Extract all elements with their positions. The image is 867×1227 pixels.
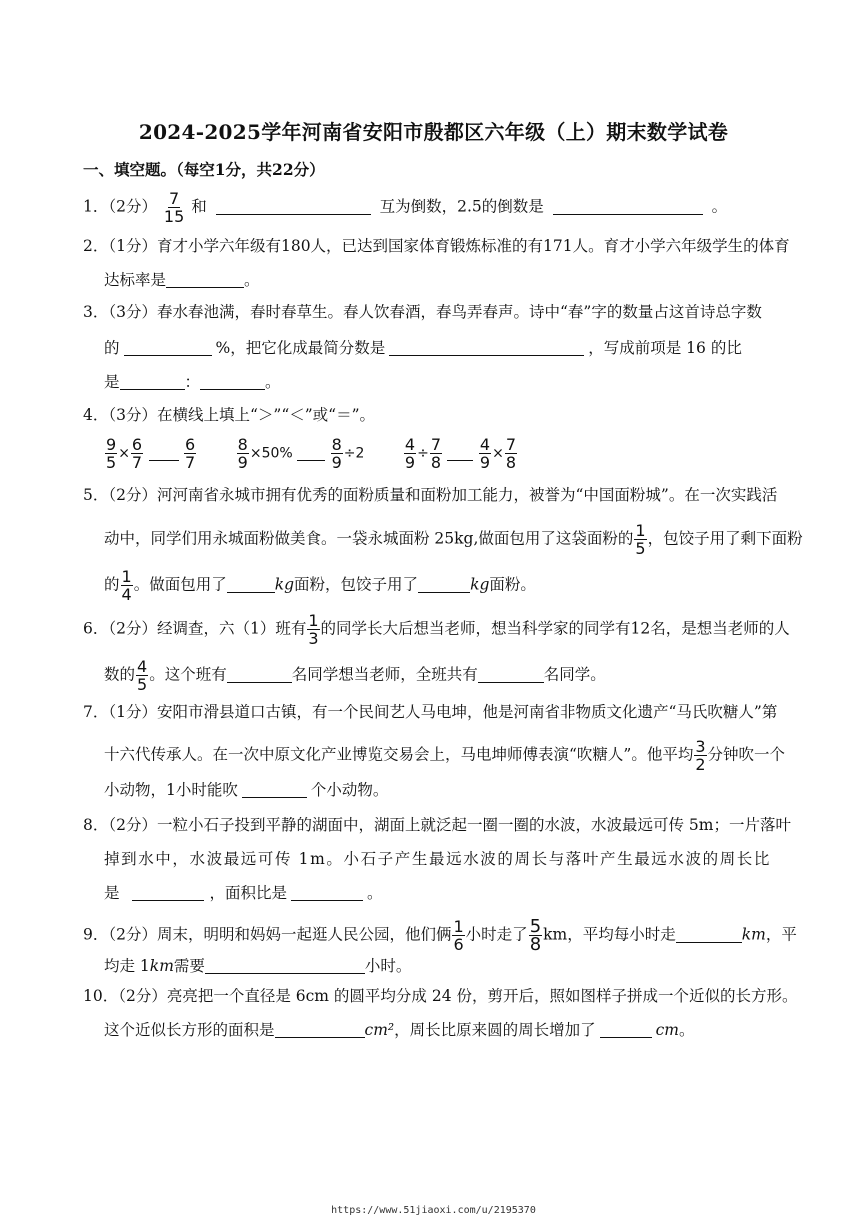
question-4-expressions xyxy=(104,436,552,471)
compare-blank[interactable] xyxy=(297,444,325,461)
question-7: 7．（1分）安阳市滑县道口古镇，有一个民间艺人马电坤，他是河南省非物质文化遗产“马氏吹糖人”第 xyxy=(83,703,778,721)
question-8-line2: 掉到水中，水波最远可传 1m。小石子产生最远水波的周长与落叶产生最远水波的周长比 xyxy=(104,850,771,868)
compare-blank[interactable] xyxy=(149,444,179,461)
answer-blank[interactable] xyxy=(132,884,204,901)
answer-blank[interactable] xyxy=(227,666,292,683)
question-2-line2: 达标率是 。 xyxy=(104,271,260,289)
watermark-url: https://www.51jiaoxi.com/u/2195370 xyxy=(331,1205,536,1216)
question-7-line3: 小动物，1小时能吹 个小动物。 xyxy=(104,781,389,799)
question-2: 2．（1分）育才小学六年级有180人，已达到国家体育锻炼标准的有171人。育才小学六年级学生的体育 xyxy=(83,237,790,255)
answer-blank[interactable] xyxy=(227,576,275,593)
section-heading: 一、填空题。（每空1分，共22分） xyxy=(83,160,325,179)
question-5: 5．（2分）河河南省永城市拥有优秀的面粉质量和面粉加工能力，被誉为“中国面粉城”。在一次实践活 xyxy=(83,486,778,504)
question-5-line2: 动中，同学们用永城面粉做美食。一袋永城面粉 25kg,做面包用了这袋面粉的 $\frac{1}{5}$ ，包饺子用了剩下面粉 xyxy=(104,521,803,558)
answer-blank[interactable] xyxy=(120,373,185,390)
answer-blank[interactable] xyxy=(478,666,544,683)
question-8: 8．（2分）一粒小石子投到平静的湖面中，湖面上就泛起一圈一圈的水波，水波最远可传 5m；一片落叶 xyxy=(83,816,791,834)
answer-blank[interactable] xyxy=(242,781,307,798)
answer-blank[interactable] xyxy=(216,198,371,215)
fraction: $\frac{7}{15}$ xyxy=(163,189,185,226)
question-10: 10．（2分）亮亮把一个直径是 6cm 的圆平均分成 24 份，剪开后，照如图样子拼成一个近似的长方形。 xyxy=(83,987,798,1005)
comparison-3: $\frac{4}{9}$ ÷ $\frac{7}{8}$ $\frac{4}{9}$ × $\frac{7}{8}$ xyxy=(404,435,517,472)
question-9-line2: 均走 1km需要 小时。 xyxy=(104,957,412,975)
question-8-line3: 是 ，面积比是 。 xyxy=(104,884,383,902)
question-3-line2: 的 %，把它化成最简分数是 ，写成前项是 16 的比 xyxy=(104,339,742,357)
answer-blank[interactable] xyxy=(166,271,244,288)
answer-blank[interactable] xyxy=(600,1021,652,1038)
answer-blank[interactable] xyxy=(553,198,703,215)
answer-blank[interactable] xyxy=(205,957,365,974)
question-5-line3: 的 $\frac{1}{4}$ 。做面包用了 kg面粉，包饺子用了 kg面粉。 xyxy=(104,567,536,604)
answer-blank[interactable] xyxy=(389,339,584,356)
compare-blank[interactable] xyxy=(447,444,473,461)
page-title: 2024-2025学年河南省安阳市殷都区六年级（上）期末数学试卷 xyxy=(138,120,729,144)
answer-blank[interactable] xyxy=(275,1021,365,1038)
answer-blank[interactable] xyxy=(418,576,470,593)
question-7-line2: 十六代传承人。在一次中原文化产业博览交易会上，马电坤师傅表演“吹糖人”。他平均 $\frac{3}{2}$ 分钟吹一个 xyxy=(104,737,786,774)
answer-blank[interactable] xyxy=(200,373,265,390)
question-6: 6．（2分）经调查，六（1）班有 $\frac{1}{3}$ 的同学长大后想当老师，想当科学家的同学有12名，是想当老师的人 xyxy=(83,611,790,648)
question-9: 9．（2分）周末，明明和妈妈一起逛人民公园，他们俩 $\frac{1}{6}$ 小时走了 $\frac{5}{8}$ km，平均每小时走 km，平 xyxy=(83,916,797,955)
comparison-1: $\frac{9}{5}$ × $\frac{6}{7}$ $\frac{6}{7}$ xyxy=(106,435,196,472)
question-3-line3: 是 ： 。 xyxy=(104,373,281,391)
answer-blank[interactable] xyxy=(676,926,742,943)
question-6-line2: 数的 $\frac{4}{5}$ 。这个班有 名同学想当老师，全班共有 名同学。 xyxy=(104,657,606,694)
question-1: 1．（2分） $\frac{7}{15}$ 和 互为倒数，2.5的倒数是 。 xyxy=(83,189,728,226)
comparison-2: $\frac{8}{9}$ ×50% $\frac{8}{9}$ ÷2 xyxy=(237,435,365,472)
question-10-line2: 这个近似长方形的面积是 cm²，周长比原来圆的周长增加了 cm。 xyxy=(104,1021,695,1039)
question-3: 3．（3分）春水春池满，春时春草生。春人饮春酒，春鸟弄春声。诗中“春”字的数量占这首诗总字数 xyxy=(83,303,762,321)
answer-blank[interactable] xyxy=(291,884,363,901)
answer-blank[interactable] xyxy=(124,339,212,356)
question-4: 4．（3分）在横线上填上“＞”“＜”或“＝”。 xyxy=(83,406,376,424)
